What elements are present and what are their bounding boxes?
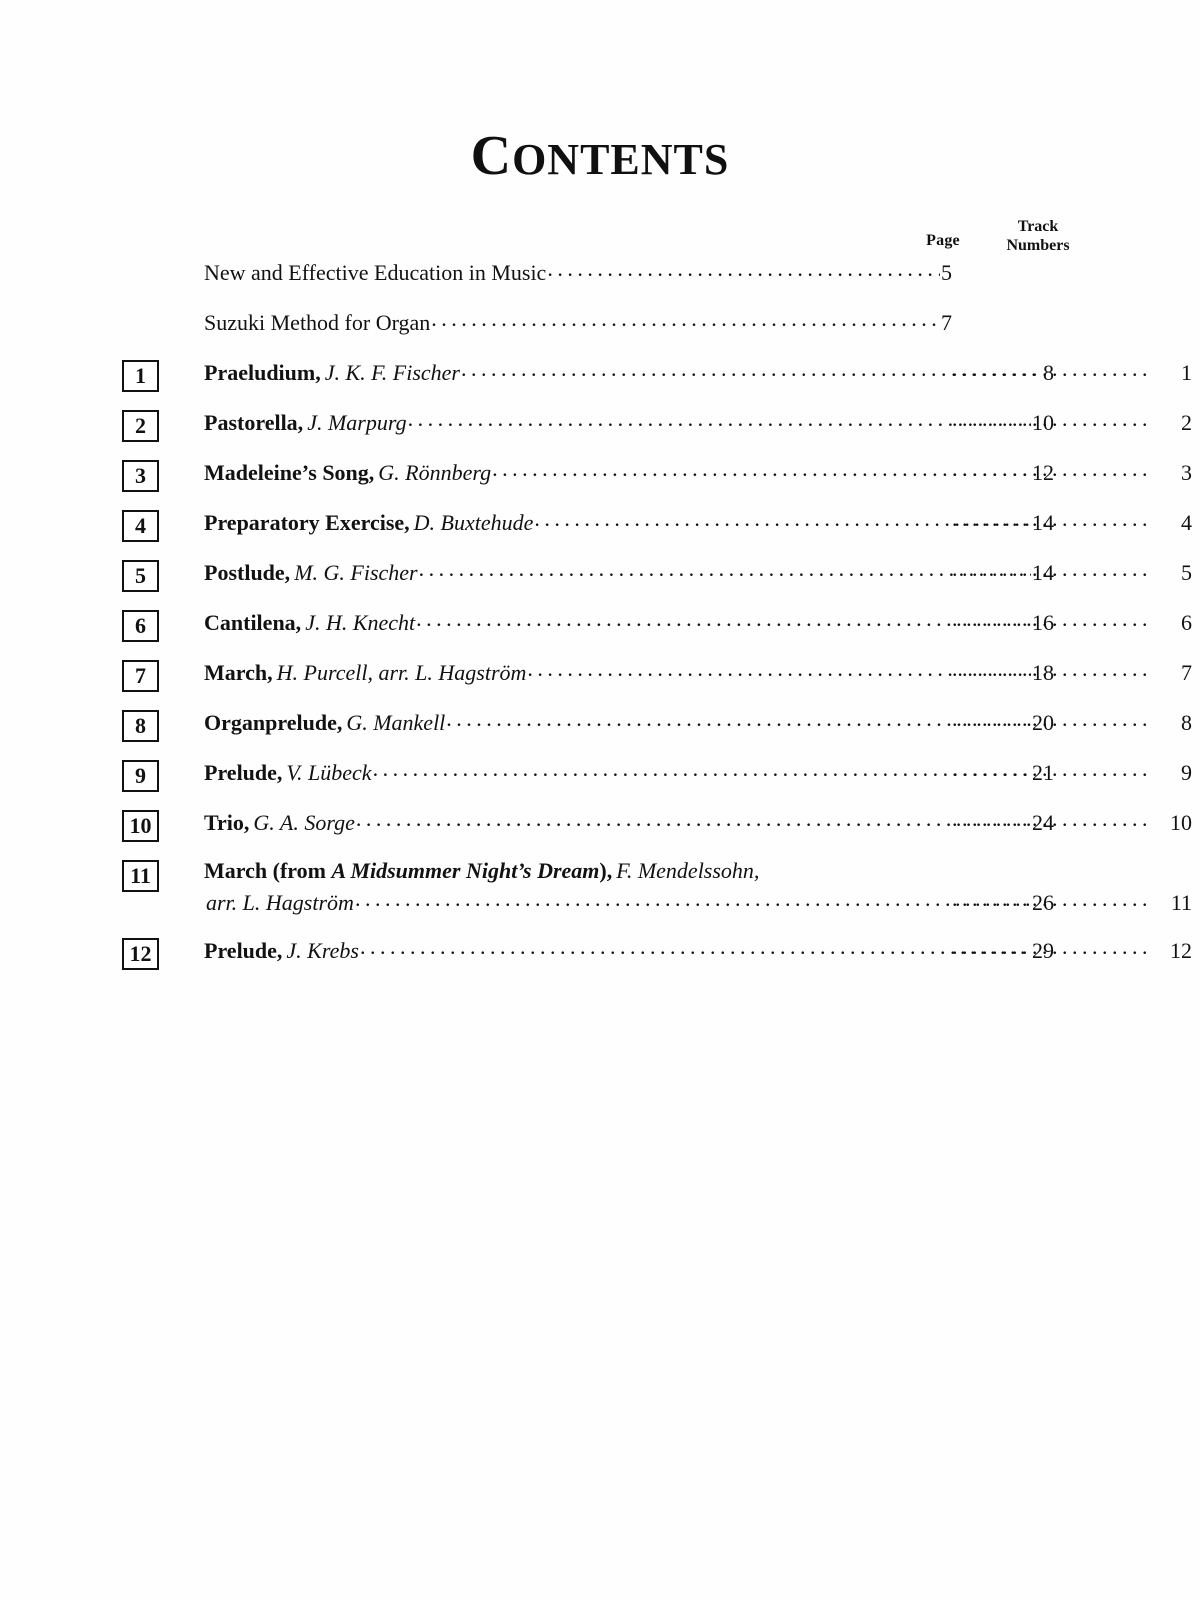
entry-page-number: 12 [1032,460,1054,485]
leader-dots [952,808,1152,830]
entry-number-box: 7 [122,660,159,692]
entry-track-number: 8 [1181,710,1192,735]
entry-composer: H. Purcell, arr. L. Hagström [276,660,527,685]
leader-dots [952,888,1152,910]
entry-title: March, [204,660,273,685]
track-column-header-line1: Track [1017,218,1059,235]
entry-track-number: 11 [1170,890,1192,915]
entry-main-line [204,758,1054,786]
contents-entry[interactable] [0,358,1200,408]
contents-entry[interactable] [0,608,1200,658]
entry-main-line [204,558,1054,586]
leader-dots [492,458,1031,480]
entry-main-line [204,458,1054,486]
entry-main-line [204,658,1054,686]
entry-track-number: 10 [1170,810,1192,835]
entry-page-number: 16 [1032,610,1054,635]
entry-composer: F. Mendelssohn, [616,858,760,883]
entry-composer: M. G. Fischer [294,560,418,585]
leader-dots [952,936,1152,958]
entry-page-number: 24 [1032,810,1054,835]
entry-number-box: 1 [122,360,159,392]
entry-title: Suzuki Method for Organ [204,310,431,335]
page-title-rest: ONTENTS [512,135,730,184]
entry-main-line [204,308,952,336]
entry-number-box: 10 [122,810,159,842]
entry-title: Madeleine’s Song, [204,460,375,485]
column-headers [0,214,1200,258]
contents-entry[interactable] [0,858,1200,936]
entry-composer: J. K. F. Fischer [324,360,460,385]
contents-entry[interactable] [0,508,1200,558]
entry-title: Trio, [204,810,250,835]
entry-page-number: 18 [1032,660,1054,685]
entry-composer: G. Rönnberg [378,460,492,485]
leader-dots [952,708,1152,730]
entry-composer: J. H. Knecht [305,610,416,635]
entry-number-box: 3 [122,460,159,492]
track-column-header-line2: Numbers [1006,236,1070,254]
entry-title: Preparatory Exercise, [204,510,410,535]
entry-track-number: 1 [1181,360,1192,385]
entry-track-number: 12 [1170,938,1192,963]
entry-title: New and Effective Education in Music [204,260,547,285]
entry-track-segment [952,708,1200,736]
entry-composer: J. Marpurg [307,410,407,435]
entry-main-line [204,808,1054,836]
entry-track-segment [952,458,1200,486]
entry-page-number: 14 [1032,510,1054,535]
contents-entry[interactable] [0,308,1200,358]
entry-number-box: 9 [122,760,159,792]
entry-title: Organprelude, [204,710,343,735]
entry-title: Postlude, [204,560,291,585]
entry-number-box: 4 [122,510,159,542]
entry-number-box: 11 [122,860,159,892]
entry-main-line [204,608,1054,636]
contents-entry[interactable] [0,658,1200,708]
entry-track-number: 3 [1181,460,1192,485]
entry-main-line [204,858,1054,884]
entry-composer: G. Mankell [346,710,446,735]
entry-main-line [204,358,1054,386]
entry-track-segment [952,808,1200,836]
entry-number-box: 12 [122,938,159,970]
entry-composer: J. Krebs [286,938,359,963]
entry-page-number: 10 [1032,410,1054,435]
leader-dots [952,608,1152,630]
contents-entry[interactable] [0,458,1200,508]
contents-entry[interactable] [0,258,1200,308]
leader-dots [373,758,1031,780]
page-title-initial: C [470,125,513,187]
entry-track-number: 4 [1181,510,1192,535]
entry-page-number: 14 [1032,560,1054,585]
entry-composer: V. Lübeck [286,760,372,785]
entry-main-line [204,258,952,286]
page-title [0,125,1200,187]
entry-title: Pastorella, [204,410,304,435]
entry-main-line [204,936,1054,964]
entry-title: Prelude, [204,938,283,963]
entry-title: March (from A Midsummer Night’s Dream), [204,858,613,883]
leader-dots [416,608,1031,630]
leader-dots [952,458,1152,480]
contents-entry[interactable] [0,408,1200,458]
contents-entry-list [0,258,1200,986]
contents-entry[interactable] [0,808,1200,858]
entry-page-number: 29 [1032,938,1054,963]
entry-page-number: 20 [1032,710,1054,735]
entry-track-number: 5 [1181,560,1192,585]
entry-number-box: 5 [122,560,159,592]
entry-main-line [204,508,1054,536]
contents-entry[interactable] [0,758,1200,808]
entry-track-segment [952,936,1200,964]
entry-composer-continued: arr. L. Hagström [206,890,354,915]
contents-entry[interactable] [0,936,1200,986]
entry-number-box: 2 [122,410,159,442]
entry-page-number: 8 [1043,360,1054,385]
entry-number-box: 6 [122,610,159,642]
contents-entry[interactable] [0,558,1200,608]
entry-page-number: 7 [941,310,952,335]
leader-dots [952,658,1152,680]
entry-title: Cantilena, [204,610,302,635]
leader-dots [952,358,1152,380]
entry-title: Praeludium, [204,360,321,385]
leader-dots [408,408,1031,430]
leader-dots [419,558,1031,580]
entry-second-line [204,888,1054,916]
entry-title-work: A Midsummer Night’s Dream [331,858,600,883]
leader-dots [446,708,1031,730]
entry-track-number: 7 [1181,660,1192,685]
leader-dots [360,936,1031,958]
entry-page-number: 26 [1032,890,1054,915]
entry-composer: G. A. Sorge [253,810,355,835]
leader-dots [355,888,1031,910]
page-column-header: Page [926,232,960,249]
contents-entry[interactable] [0,708,1200,758]
leader-dots [952,408,1152,430]
entry-track-number: 9 [1181,760,1192,785]
entry-number-box: 8 [122,710,159,742]
leader-dots [356,808,1031,830]
entry-track-segment [952,558,1200,586]
leader-dots [431,308,940,330]
entry-page-number: 5 [941,260,952,285]
leader-dots [952,758,1152,780]
entry-main-line [204,408,1054,436]
leader-dots [952,558,1152,580]
entry-track-number: 6 [1181,610,1192,635]
entry-main-line [204,708,1054,736]
leader-dots [952,508,1152,530]
leader-dots [547,258,940,280]
entry-track-segment [952,408,1200,436]
entry-composer: D. Buxtehude [413,510,534,535]
track-column-header [988,218,1088,256]
entry-track-segment [952,758,1200,786]
entry-track-segment [952,358,1200,386]
entry-track-segment [952,608,1200,636]
entry-track-segment [952,658,1200,686]
entry-track-number: 2 [1181,410,1192,435]
entry-title: Prelude, [204,760,283,785]
entry-track-segment [952,888,1200,916]
entry-page-number: 21 [1032,760,1054,785]
entry-track-segment [952,508,1200,536]
